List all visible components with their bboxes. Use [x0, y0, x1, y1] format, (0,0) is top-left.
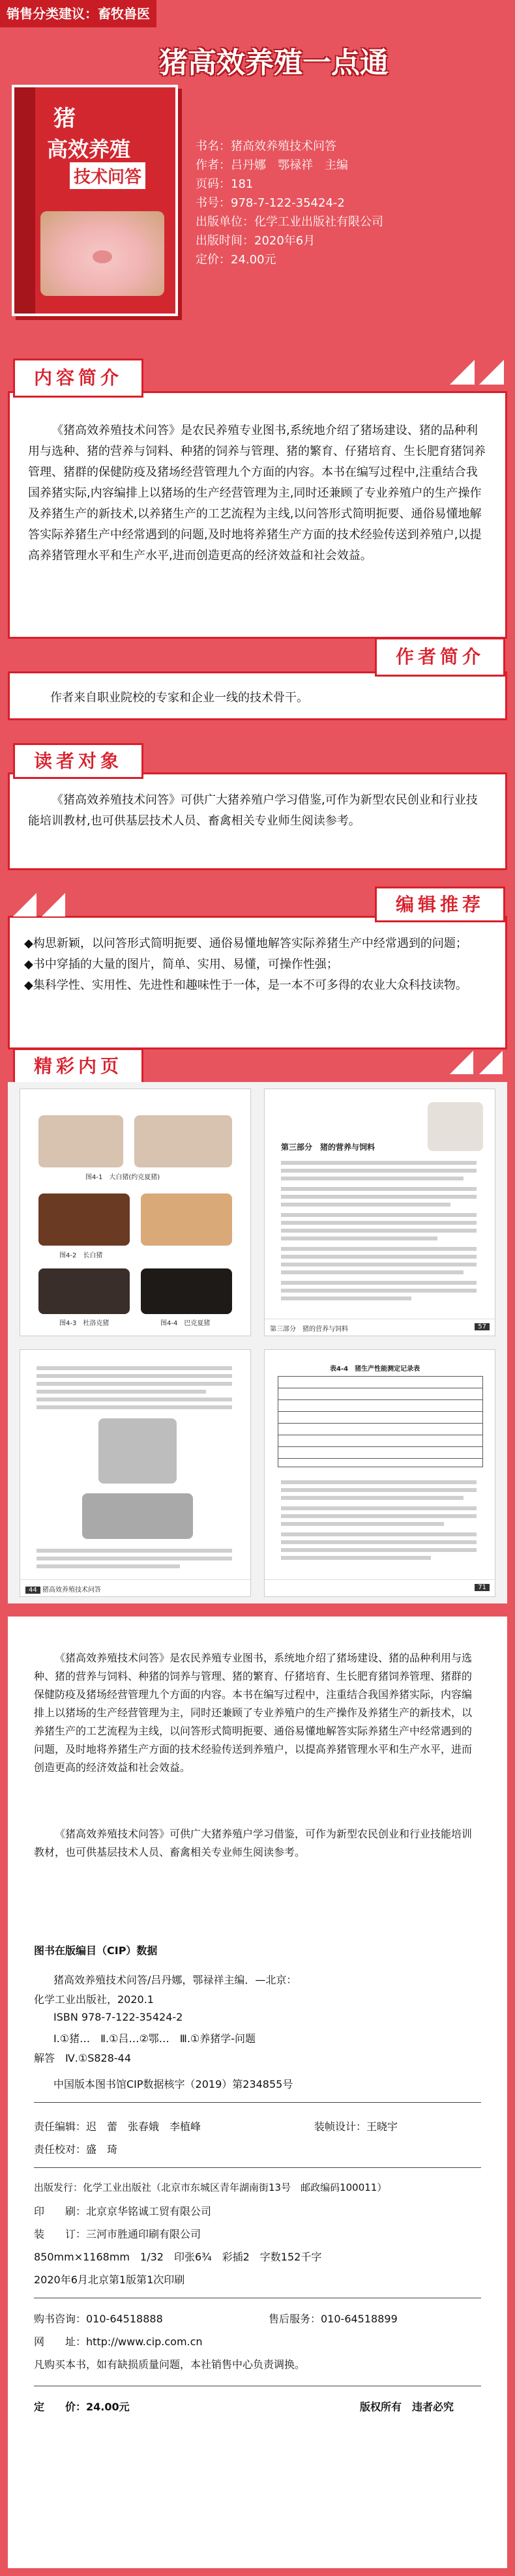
book-info-title: 书名：猪高效养殖技术问答	[196, 139, 336, 153]
editor-rec-item-1: ◆构思新颖，以问答形式简明扼要、通俗易懂地解答实际养猪生产中经常遇到的问题；	[24, 937, 467, 950]
editor-line: 责任编辑：迟 蕾 张春娥 李植峰	[34, 2120, 201, 2133]
record-table	[278, 1376, 483, 1467]
book-info-date: 出版时间：2020年6月	[196, 234, 316, 248]
caption: 图4-2 长白猪	[59, 1252, 103, 1259]
pig-photo	[141, 1268, 232, 1314]
book-info-price: 定价：24.00元	[196, 253, 276, 267]
design-line: 装帧设计：王晓宇	[314, 2120, 398, 2133]
notice-line: 凡购买本书，如有缺损质量问题，本社销售中心负责调换。	[34, 2358, 306, 2371]
readers-text: 《猪高效养殖技术问答》可供广大猪养殖户学习借鉴,可作为新型农民创业和行业技能培训教材,也可供基层技术人员、畜禽相关专业师生阅读参考。	[28, 793, 478, 828]
editor-rec-item-2: ◆书中穿插的大量的图片，简单、实用、易懂，可操作性强；	[24, 958, 338, 971]
purchase-tel: 购书咨询：010-64518888	[34, 2313, 163, 2325]
preview-label: 精彩内页	[13, 1048, 143, 1084]
binder-line: 装 订：三河市胜通印刷有限公司	[34, 2228, 201, 2240]
preview-page-equipment	[20, 1349, 251, 1597]
readers-card	[8, 772, 507, 870]
table-title: 表4-4 猪生产性能测定记录表	[330, 1366, 420, 1373]
author-intro-text: 作者来自职业院校的专家和企业一线的技术骨干。	[50, 691, 308, 705]
cip-line: 猪高效养殖技术问答/吕丹娜，鄂禄祥主编．—北京：	[53, 1974, 297, 1986]
price-line: 定 价：24.00元	[34, 2401, 130, 2413]
preview-page-table	[264, 1349, 495, 1597]
caption: 图4-1 大白猪(约克夏猪)	[85, 1174, 160, 1181]
cover-pig-photo	[40, 211, 164, 296]
preview-page-breeds	[20, 1089, 251, 1336]
sales-category-tag: 销售分类建议：畜牧兽医	[0, 0, 156, 27]
cover-main-title: 高效养殖	[47, 137, 131, 162]
book-info-publisher: 出版单位：化学工业出版社有限公司	[196, 215, 383, 229]
page-footer	[20, 1579, 250, 1596]
author-intro-card	[8, 671, 507, 720]
page-number: 44	[25, 1587, 40, 1594]
page-footer	[265, 1319, 495, 1336]
caption: 图4-3 杜洛克猪	[59, 1320, 110, 1327]
pig-illustration	[428, 1102, 483, 1151]
page-number: 57	[475, 1323, 490, 1330]
divider	[34, 2167, 481, 2168]
editor-rec-item-3: ◆集科学性、实用性、先进性和趣味性于一体，是一本不可多得的农业大众科技读物。	[24, 978, 467, 992]
edition-line: 2020年6月北京第1版第1次印刷	[34, 2274, 185, 2286]
content-intro-card	[8, 391, 507, 639]
pig-photo	[38, 1115, 123, 1167]
author-intro-label: 作者简介	[375, 637, 505, 677]
proof-line: 责任校对：盛 琦	[34, 2143, 118, 2156]
book-info-author: 作者：吕丹娜 鄂禄祥 主编	[196, 158, 348, 172]
book-cover-image	[12, 85, 178, 316]
cip-line: ISBN 978-7-122-35424-2	[53, 2011, 183, 2023]
service-tel: 售后服务：010-64518899	[269, 2313, 398, 2325]
website-line: 网 址：http://www.cip.com.cn	[34, 2335, 203, 2348]
page-number: 71	[475, 1584, 490, 1591]
book-info-isbn: 书号：978-7-122-35424-2	[196, 196, 345, 210]
cip-line: Ⅰ.①猪… Ⅱ.①吕…②鄂… Ⅲ.①养猪学-问题	[53, 2032, 256, 2045]
editor-rec-card	[8, 916, 507, 1049]
part-heading: 第三部分 猪的营养与饲料	[281, 1143, 375, 1152]
caption: 图4-4 巴克夏猪	[160, 1320, 211, 1327]
equipment-photo	[82, 1493, 193, 1539]
editor-rec-label: 编辑推荐	[375, 886, 505, 922]
pig-photo	[38, 1268, 130, 1314]
copyright-summary: 《猪高效养殖技术问答》是农民养殖专业图书，系统地介绍了猪场建设、猪的品种利用与选种、猪的营养与饲料、种猪的饲养与管理、猪的繁育、仔猪培育、生长肥育猪饲养管理、猪群的保健防疫及猪场经营管理九个方面的内容。本书在编写过程中，注重结合我国养猪实际，内容编排上以猪场的生产经营管理为主，同时还兼顾了专业养殖户的生产操作及养猪生产的新技术，以养猪生产的工艺流程为主线，以问答形式简明扼要、通俗易懂地解答实际养猪生产中经常遇到的问题，及时地将养猪生产方面的技术经验传送到养殖户，以提高养猪管理水平和生产水平，进而创造更高的经济效益和社会效益。	[34, 1652, 473, 1774]
publisher-line: 出版发行：化学工业出版社（北京市东城区青年湖南街13号 邮政编码100011）	[34, 2182, 387, 2193]
cip-line: 解答 Ⅳ.①S828-44	[34, 2052, 132, 2064]
format-line: 850mm×1168mm 1/32 印张6¾ 彩插2 字数152千字	[34, 2251, 322, 2263]
page-footer	[265, 1579, 495, 1596]
book-info-list	[196, 137, 502, 269]
deco-triangle	[450, 360, 475, 385]
preview-page-nutrition	[264, 1089, 495, 1336]
deco-triangle	[479, 1051, 503, 1074]
pig-photo	[141, 1193, 232, 1246]
cover-subtitle: 技术问答	[70, 162, 145, 189]
cip-title: 图书在版编目（CIP）数据	[34, 1944, 158, 1957]
deco-triangle	[450, 1051, 473, 1074]
deco-triangle	[13, 893, 37, 916]
rights-line: 版权所有 违者必究	[360, 2401, 454, 2413]
deco-triangle	[42, 893, 65, 916]
content-intro-label: 内容简介	[13, 359, 143, 398]
content-intro-text: 《猪高效养殖技术问答》是农民养殖专业图书,系统地介绍了猪场建设、猪的品种利用与选种、猪的营养与饲料、种猪的饲养与管理、猪的繁育、仔猪培育、生长肥育猪饲养管理、猪群的保健防疫及猪场经营管理九个方面的内容。本书在编写过程中,注重结合我国养猪实际,内容编排上以猪场的生产经营管理为主,同时还兼顾了专业养殖户的生产操作及养猪生产的新技术,以养猪生产的工艺流程为主线,以问答形式简明扼要、通俗易懂地解答实际养猪生产中经常遇到的问题,及时地将养猪生产方面的技术经验传送到养殖户,以提高养猪管理水平和生产水平,进而创造更高的经济效益和社会效益。	[28, 424, 486, 563]
cip-number: 中国版本图书馆CIP数据核字（2019）第234855号	[53, 2078, 293, 2090]
readers-label: 读者对象	[13, 743, 143, 779]
copyright-page	[8, 1617, 507, 2568]
cover-pig-char: 猪	[53, 106, 76, 132]
pig-photo	[134, 1115, 232, 1167]
deco-triangle	[479, 360, 504, 385]
book-spine	[14, 87, 35, 314]
book-info-pages: 页码：181	[196, 177, 254, 191]
divider	[34, 2102, 481, 2103]
pig-photo	[38, 1193, 130, 1246]
preview-pages	[8, 1082, 507, 1603]
footer-text: 猪高效养殖技术问答	[42, 1587, 101, 1594]
copyright-readers: 《猪高效养殖技术问答》可供广大猪养殖户学习借鉴，可作为新型农民创业和行业技能培训教材，也可供基层技术人员、畜禽相关专业师生阅读参考。	[34, 1828, 473, 1858]
page-title: 猪高效养殖一点通	[159, 46, 389, 80]
equipment-photo	[98, 1418, 177, 1484]
printer-line: 印 刷：北京京华铭诚工贸有限公司	[34, 2205, 212, 2217]
footer-text: 第三部分 猪的营养与饲料	[270, 1326, 348, 1333]
cip-line: 化学工业出版社，2020.1	[34, 1993, 154, 2006]
